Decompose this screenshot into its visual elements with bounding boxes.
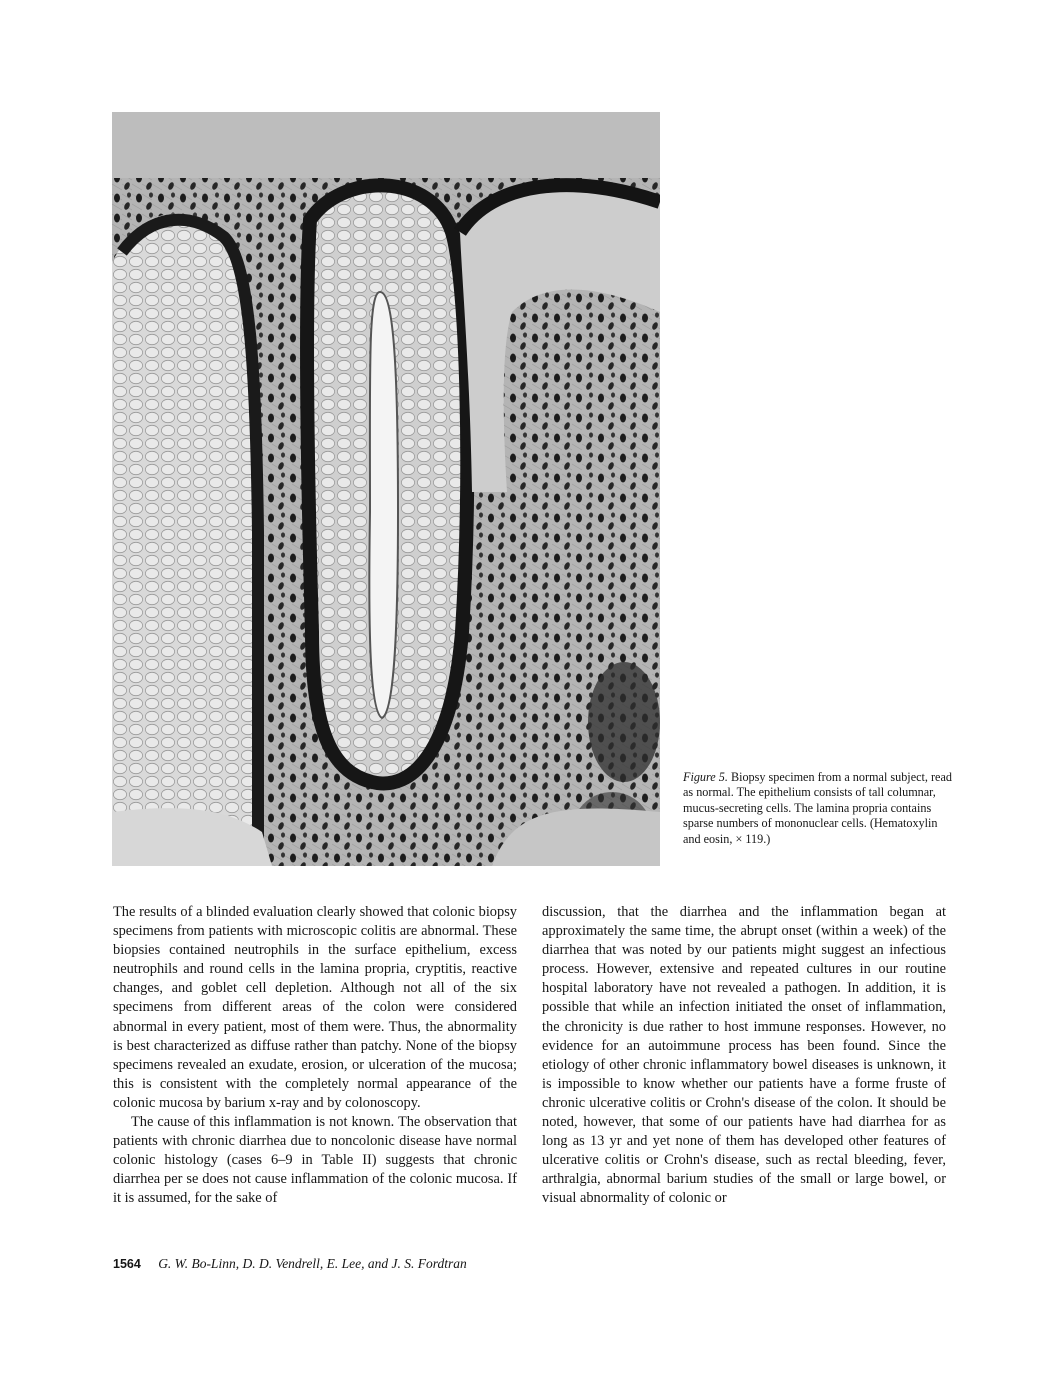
page-footer	[113, 1256, 467, 1272]
figure-caption-text: Biopsy specimen from a normal subject, read as normal. The epithelium consists of tall columnar, mucus-secreting cells. The lamina propria contains sparse numbers of mononuclear cells. (Hematoxylin and eosin, × 119.)	[683, 770, 952, 846]
paragraph: The cause of this inflammation is not known. The observation that patients with chronic diarrhea due to noncolonic disease have normal colonic histology (cases 6–9 in Table II) suggests that chronic diarrhea per se does not cause inflammation of the colonic mucosa. If it is assumed, for the sake of	[113, 1114, 517, 1207]
left-column	[113, 903, 517, 1209]
right-column	[542, 903, 946, 1209]
page-number: 1564	[113, 1257, 141, 1271]
histology-micrograph	[112, 112, 660, 866]
running-authors: G. W. Bo-Linn, D. D. Vendrell, E. Lee, and J. S. Fordtran	[158, 1256, 467, 1271]
paragraph: discussion, that the diarrhea and the inflammation began at approximately the same time, the abrupt onset (within a week) of the diarrhea that was noted by our patients might suggest an infectious process. However, extensive and repeated cultures in our routine hospital laboratory have not revealed a pathogen. In addition, it is possible that while an infection initiated the onset of inflammation, the chronicity is due rather to host immune responses. However, no evidence for an autoimmune process has been found. Since the etiology of other chronic inflammatory bowel diseases is unknown, it is impossible to know whether our patients have a forme fruste of chronic ulcerative colitis or Crohn's disease of the colon. It should be noted, however, that some of our patients have had diarrhea for as long as 13 yr and yet none of them has developed other features of ulcerative colitis or Crohn's disease, such as rectal bleeding, fever, arthralgia, abnormal barium studies of the small or large bowel, or visual abnormality of colonic or	[542, 904, 946, 1207]
figure-label: Figure 5.	[683, 770, 728, 784]
figure-caption	[683, 770, 958, 847]
paragraph: The results of a blinded evaluation clearly showed that colonic biopsy specimens from patients with microscopic colitis are abnormal. These biopsies contained neutrophils in the surface epithelium, excess neutrophils and round cells in the lamina propria, cryptitis, reactive changes, and goblet cell depletion. Although not all of the six specimens from different areas of the colon were considered abnormal in every patient, most of them were. Thus, the abnormality is best characterized as diffuse rather than patchy. None of the biopsy specimens revealed an exudate, erosion, or ulceration of the mucosa; this is consistent with the completely normal appearance of the colonic mucosa by barium x-ray and by colonoscopy.	[113, 904, 517, 1111]
